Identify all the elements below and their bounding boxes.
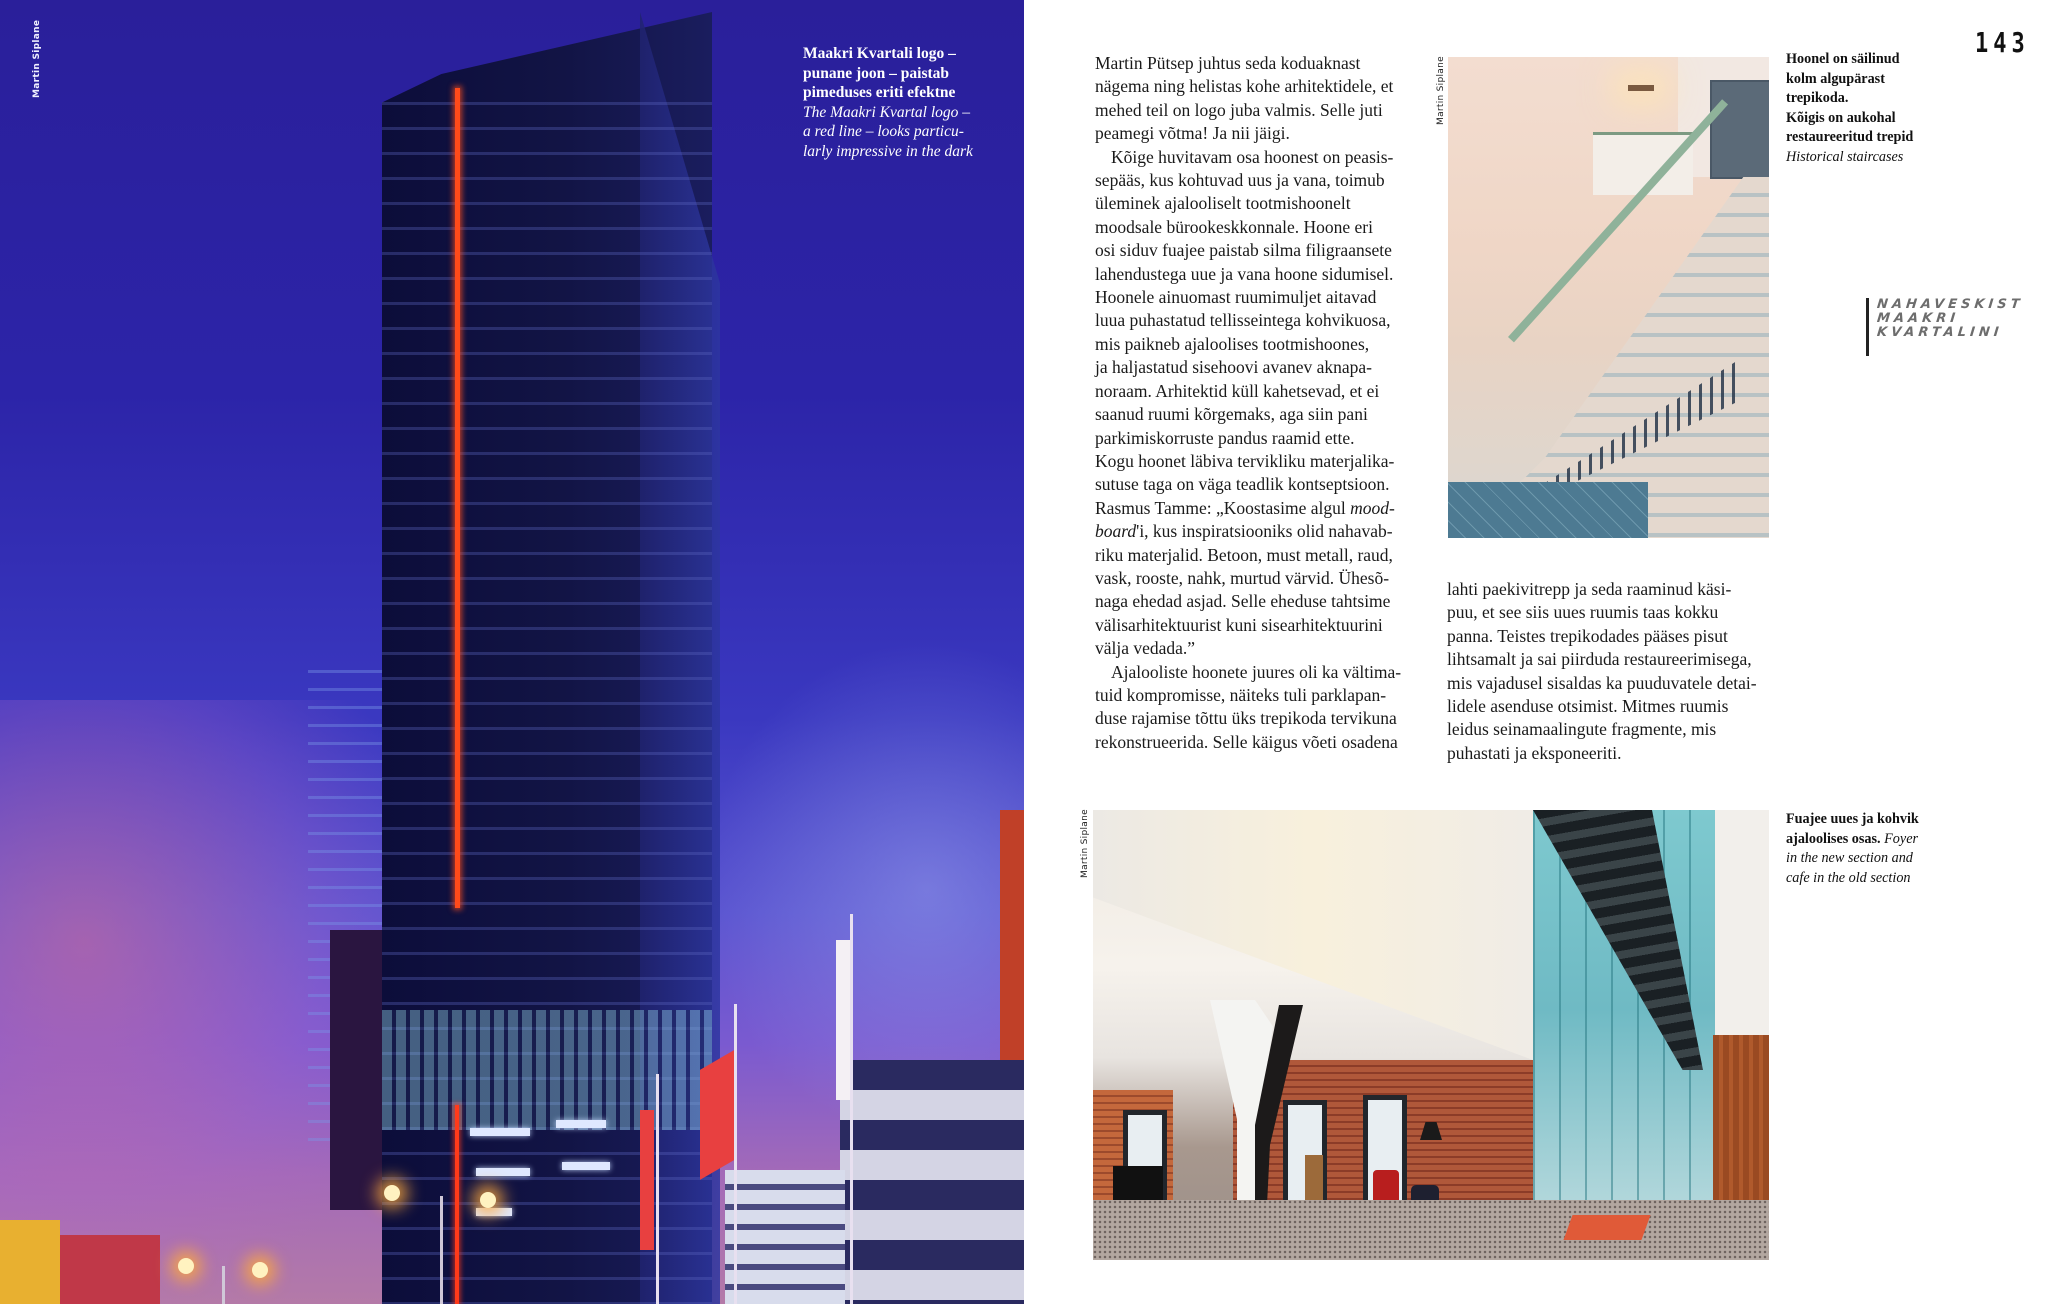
terrazzo-floor xyxy=(1093,1200,1769,1260)
flag xyxy=(836,940,850,1100)
lit-office-floor xyxy=(382,1010,712,1130)
body-text-line: lihtsamalt ja sai piirduda restaureerimisega, xyxy=(1447,649,1752,670)
photo-credit: Martin Siplane xyxy=(1080,809,1090,878)
italic-term: board xyxy=(1095,521,1137,542)
body-text-line: välja vedada.” xyxy=(1095,638,1196,659)
body-text-line: Ajalooliste hoonete juures oli ka vältima- xyxy=(1111,661,1402,682)
red-low-building xyxy=(60,1235,160,1304)
ceiling-volume xyxy=(1093,810,1533,1060)
flag xyxy=(640,1110,654,1250)
body-text-line: naga ehedad asjad. Selle eheduse tahtsime xyxy=(1095,591,1391,612)
staircase-caption xyxy=(1786,50,1936,167)
caption-line xyxy=(1786,810,1936,830)
body-text-line: välisarhitektuurist kuni sisearhitektuurini xyxy=(1095,614,1383,635)
building-sign xyxy=(476,1208,512,1216)
body-text-line: peamegi võtma! Ja nii jäigi. xyxy=(1095,123,1290,144)
body-text-line: sepääs, kus kohtuvad uus ja vana, toimub xyxy=(1095,170,1385,191)
italic-term: mood- xyxy=(1350,497,1395,518)
caption-estonian-line: Maakri Kvartali logo – xyxy=(803,45,956,62)
body-text-line: mis vajadusel sisaldas ka puuduvatele detai- xyxy=(1447,672,1757,693)
street-lamp xyxy=(480,1192,496,1208)
white-wall xyxy=(1715,810,1769,1035)
body-text-line: üleminek ajalooliselt tootmishoonelt xyxy=(1095,193,1351,214)
body-text-line: Kõige huvitavam osa hoonest on peasis- xyxy=(1111,146,1394,167)
caption-line: Hoonel on säilinud xyxy=(1786,51,1900,67)
tiled-floor xyxy=(1448,482,1648,538)
flag-pole xyxy=(656,1074,659,1304)
street-lamp xyxy=(178,1258,194,1274)
body-text-line: riku materjalid. Betoon, must metall, raud, xyxy=(1095,544,1393,565)
body-text-line: vask, rooste, nahk, murtud värvid. Ühesõ- xyxy=(1095,567,1390,588)
body-text-line: puu, et see siis uues ruumis taas kokku xyxy=(1447,602,1719,623)
caption-english: Historical staircases xyxy=(1786,148,1904,165)
caption-line: restaureeritud trepid xyxy=(1786,129,1914,145)
caption-english-line: The Maakri Kvartal logo – xyxy=(803,103,971,121)
body-text-line: lahti paekivitrepp ja seda raaminud käsi- xyxy=(1447,579,1732,599)
body-text-line: leidus seinamaalingute fragmente, mis xyxy=(1447,719,1717,740)
caption-estonian: ajaloolises osas. xyxy=(1786,830,1885,847)
body-text-column-1 xyxy=(1095,52,1415,754)
body-text-line: puhastati ja eksponeeriti. xyxy=(1447,742,1622,763)
body-text-line: Hoonele ainuomast ruumimuljet aitavad xyxy=(1095,287,1377,308)
body-text-line: osi siduv fuajee paistab silma filigraansete xyxy=(1095,240,1392,261)
round-building xyxy=(725,1170,845,1304)
street-lamp xyxy=(384,1185,400,1201)
body-text-column-2 xyxy=(1447,578,1777,765)
building-sign xyxy=(476,1168,530,1176)
logo-red-line-lower xyxy=(455,1105,459,1304)
office-building-right xyxy=(840,1060,1024,1304)
body-text-line: rekonstrueerida. Selle käigus võeti osadena xyxy=(1095,731,1398,752)
body-text-line: board'i, kus inspiratsiooniks olid nahavab- xyxy=(1095,521,1393,542)
red-entrance-rug xyxy=(1563,1215,1650,1240)
caption-line xyxy=(1786,849,1936,869)
wood-panel-wall xyxy=(1713,1035,1769,1220)
body-text-line: mis paikneb ajaloolises tootmishoones, xyxy=(1095,333,1370,354)
caption-english: cafe in the old section xyxy=(1786,869,1911,886)
foyer-photo xyxy=(1093,810,1769,1260)
caption-line: trepikoda. xyxy=(1786,90,1849,106)
photo-credit: Martin Siplane xyxy=(32,19,42,98)
body-text-line: tuid kompromisse, näiteks tuli parklapan- xyxy=(1095,684,1387,705)
yellow-building xyxy=(0,1220,60,1304)
tower-caption xyxy=(803,44,1023,161)
body-text-line: Martin Pütsep juhtus seda koduaknast xyxy=(1095,53,1361,73)
caption-line xyxy=(1786,830,1936,850)
caption-english: Foyer xyxy=(1884,830,1919,847)
caption-line: kolm algupärast xyxy=(1786,70,1885,87)
caption-line: Kõigis on aukohal xyxy=(1786,109,1896,126)
body-text-line: nägema ning helistas kohe arhitektidele, et xyxy=(1095,76,1394,97)
body-text-line: duse rajamise tõttu üks trepikoda tervikuna xyxy=(1095,708,1397,729)
body-text-line: lidele asenduse otsimist. Mitmes ruumis xyxy=(1447,696,1729,717)
caption-line xyxy=(1786,869,1936,889)
body-text-line: mehed teil on logo juba valmis. Selle juti xyxy=(1095,99,1383,120)
body-text-line: noraam. Arhitektid küll kahetsevad, et ei xyxy=(1095,380,1380,401)
caption-estonian: Fuajee uues ja kohvik xyxy=(1786,811,1919,827)
caption-english-line: a red line – looks particu- xyxy=(803,123,964,140)
body-text-line: panna. Teistes trepikodades pääses pisut xyxy=(1447,625,1728,646)
photo-credit: Martin Siplane xyxy=(1436,56,1446,125)
lamp-post xyxy=(222,1266,225,1304)
body-text-line: luua puhastatud tellisseintega kohvikuosa, xyxy=(1095,310,1391,331)
lamp-post xyxy=(440,1196,443,1304)
street-lamp xyxy=(252,1262,268,1278)
building-sign xyxy=(562,1162,610,1170)
logo-red-line xyxy=(455,88,460,908)
caption-estonian-line: punane joon – paistab xyxy=(803,64,950,82)
flag xyxy=(700,1050,734,1180)
page-number: 143 xyxy=(1975,28,2030,60)
section-tag xyxy=(1866,298,2023,356)
body-text-line: Kogu hoonet läbiva tervikliku materjalika- xyxy=(1095,450,1395,471)
body-text-line: moodsale bürookeskkonnale. Hoone eri xyxy=(1095,216,1373,237)
door xyxy=(1710,80,1769,179)
flag-pole xyxy=(850,914,853,1304)
wall-lamp xyxy=(1628,85,1654,91)
body-text-line: lahendustega uue ja vana hoone sidumisel. xyxy=(1095,263,1394,284)
section-tag-line: KVARTALINI xyxy=(1876,325,2004,340)
section-tag-line: NAHAVESKIST xyxy=(1876,297,2025,312)
building-sign xyxy=(556,1120,606,1128)
body-text-line: saanud ruumi kõrgemaks, aga siin pani xyxy=(1095,404,1368,425)
building-sign xyxy=(470,1128,530,1136)
body-text-line: sutuse taga on väga teadlik kontseptsioon. xyxy=(1095,474,1390,495)
staircase-photo xyxy=(1448,57,1769,538)
caption-english: in the new section and xyxy=(1786,850,1913,866)
foyer-caption xyxy=(1786,810,1936,888)
body-text-line: ja haljastatud sisehoovi avanev aknapa- xyxy=(1095,357,1372,378)
background-tower-shadow xyxy=(330,930,390,1210)
body-text-line: Rasmus Tamme: „Koostasime algul mood- xyxy=(1095,497,1395,518)
caption-english-line: larly impressive in the dark xyxy=(803,142,973,160)
caption-estonian-line: pimeduses eriti efektne xyxy=(803,84,956,101)
section-tag-line: MAAKRI xyxy=(1876,311,1960,326)
flag-pole xyxy=(734,1004,737,1304)
body-text-line: parkimiskorruste pandus raamid ette. xyxy=(1095,427,1355,448)
